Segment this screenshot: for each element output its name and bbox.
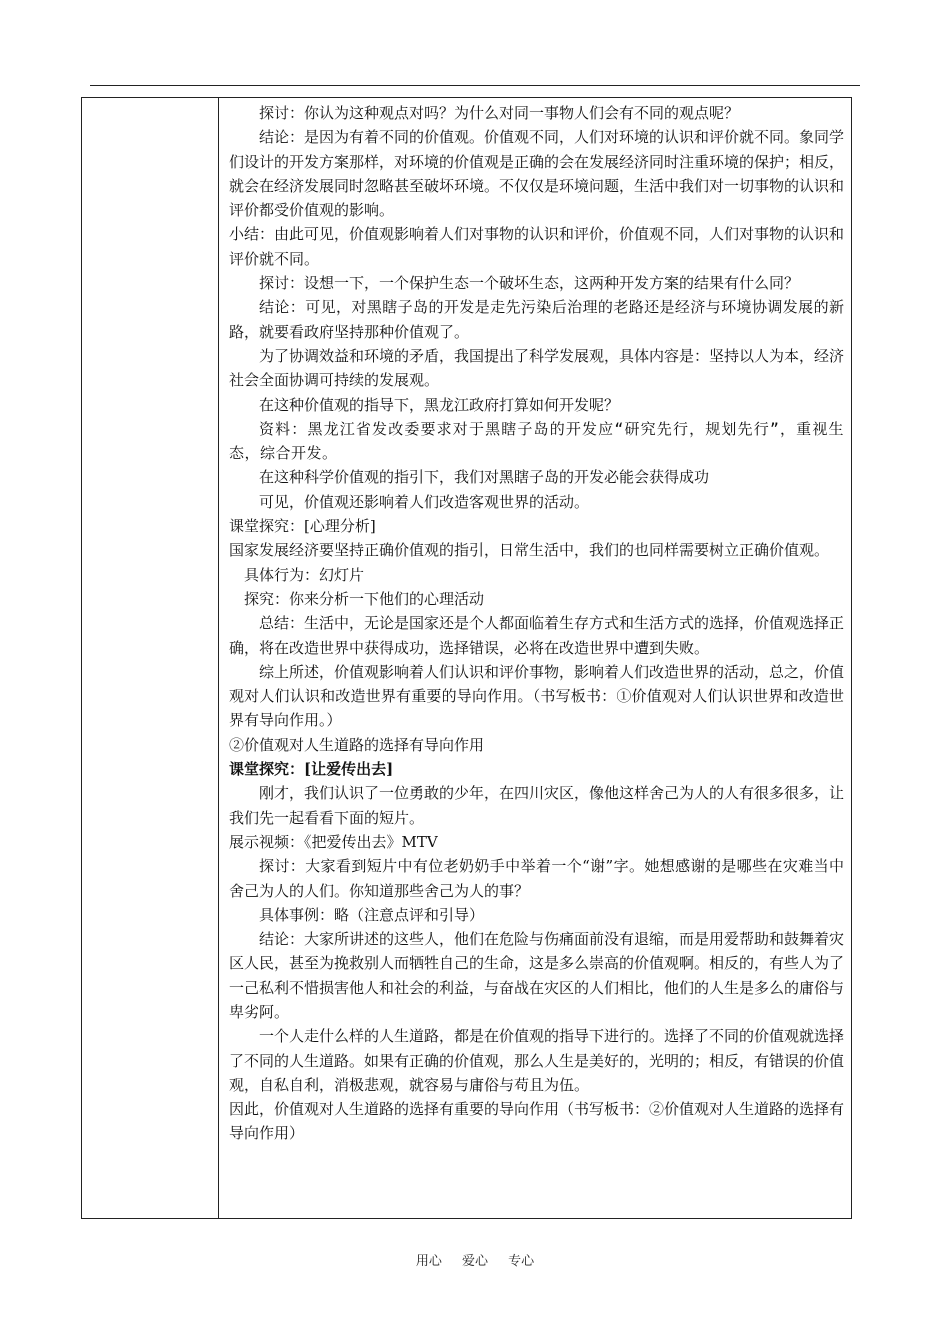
paragraph: 课堂探究：[让爱传出去] [229, 760, 394, 779]
header-rule [90, 85, 860, 86]
paragraph: 具体行为：幻灯片 [244, 565, 365, 584]
paragraph: 因此，价值观对人生道路的选择有重要的导向作用（书写板书：②价值观对人生道路的选择有导向作用） [229, 1100, 845, 1143]
paragraph: 刚才，我们认识了一位勇敢的少年，在四川灾区，像他这样舍己为人的人有很多很多，让我们先一起看看下面的短片。 [229, 784, 845, 827]
paragraph: 可见，价值观还影响着人们改造客观世界的活动。 [259, 492, 590, 511]
paragraph: 为了协调效益和环境的矛盾，我国提出了科学发展观，具体内容是：坚持以人为本，经济社会全面协调可持续的发展观。 [229, 346, 845, 390]
paragraph: 国家发展经济要坚持正确价值观的指引，日常生活中，我们的也同样需要树立正确价值观。 [229, 541, 830, 560]
paragraph: 展示视频：《把爱传出去》MTV [229, 832, 438, 851]
paragraph: 具体事例：略（注意点评和引导） [259, 905, 485, 924]
paragraph: ②价值观对人生道路的选择有导向作用 [229, 735, 485, 754]
paragraph: 在这种价值观的指导下，黑龙江政府打算如何开发呢？ [259, 395, 620, 414]
paragraph: 总结：生活中，无论是国家还是个人都面临着生存方式和生活方式的选择，价值观选择正确，将在改造世界中获得成功，选择错误，必将在改造世界中遭到失败。 [229, 614, 845, 657]
lesson-table [81, 97, 852, 1219]
footer-word: 用心 [415, 1254, 442, 1269]
paragraph: 探讨：设想一下，一个保护生态一个破坏生态，这两种开发方案的结果有什么同？ [259, 274, 800, 293]
paragraph: 资料：黑龙江省发改委要求对于黑瞎子岛的开发应“研究先行，规划先行”，重视生态，综合开发。 [229, 419, 844, 463]
left-column-cell [82, 98, 219, 1218]
paragraph: 一个人走什么样的人生道路，都是在价值观的指导下进行的。选择了不同的价值观就选择了不同的人生道路。如果有正确的价值观，那么人生是美好的，光明的；相反，有错误的价值观，自私自利，消极悲观，就容易与庸俗与苟且为伍。 [229, 1027, 845, 1094]
paragraph: 综上所述，价值观影响着人们认识和评价事物，影响着人们改造世界的活动，总之，价值观对人们认识和改造世界有重要的导向作用。（书写板书：①价值观对人们认识世界和改造世界有导向作用。） [229, 662, 845, 730]
footer-word: 专心 [508, 1254, 535, 1269]
footer-word: 爱心 [461, 1254, 488, 1269]
paragraph: 结论：是因为有着不同的价值观。价值观不同，人们对环境的认识和评价就不同。象同学们设计的开发方案那样，对环境的价值观是正确的会在发展经济同时注重环境的保护；相反，就会在经济发展同时忽略甚至破坏环境。不仅仅是环境问题，生活中我们对一切事物的认识和评价都受价值观的影响。 [229, 128, 845, 220]
page-footer [0, 1250, 950, 1269]
paragraph: 结论：可见，对黑瞎子岛的开发是走先污染后治理的老路还是经济与环境协调发展的新路，就要看政府坚持那种价值观了。 [229, 298, 844, 341]
paragraph: 小结：由此可见，价值观影响着人们对事物的认识和评价，价值观不同，人们对事物的认识和评价就不同。 [229, 225, 845, 268]
paragraph: 在这种科学价值观的指引下，我们对黑瞎子岛的开发必能会获得成功 [259, 468, 710, 487]
paragraph: 探究：你来分析一下他们的心理活动 [244, 589, 485, 608]
paragraph: 探讨：大家看到短片中有位老奶奶手中举着一个“谢”字。她想感谢的是哪些在灾难当中舍己为人的人们。你知道那些舍己为人的事？ [229, 857, 844, 900]
paragraph: 课堂探究：[心理分析] [229, 517, 376, 536]
lesson-content [229, 101, 844, 1146]
paragraph: 结论：大家所讲述的这些人，他们在危险与伤痛面前没有退缩，而是用爱帮助和鼓舞着灾区人民，甚至为挽救别人而牺牲自己的生命，这是多么崇高的价值观啊。相反的，有些人为了一己私利不惜损害他人和社会的利益，与奋战在灾区的人们相比，他们的人生是多么的庸俗与卑劣阿。 [229, 930, 845, 1021]
paragraph: 探讨：你认为这种观点对吗？为什么对同一事物人们会有不同的观点呢？ [259, 104, 740, 122]
